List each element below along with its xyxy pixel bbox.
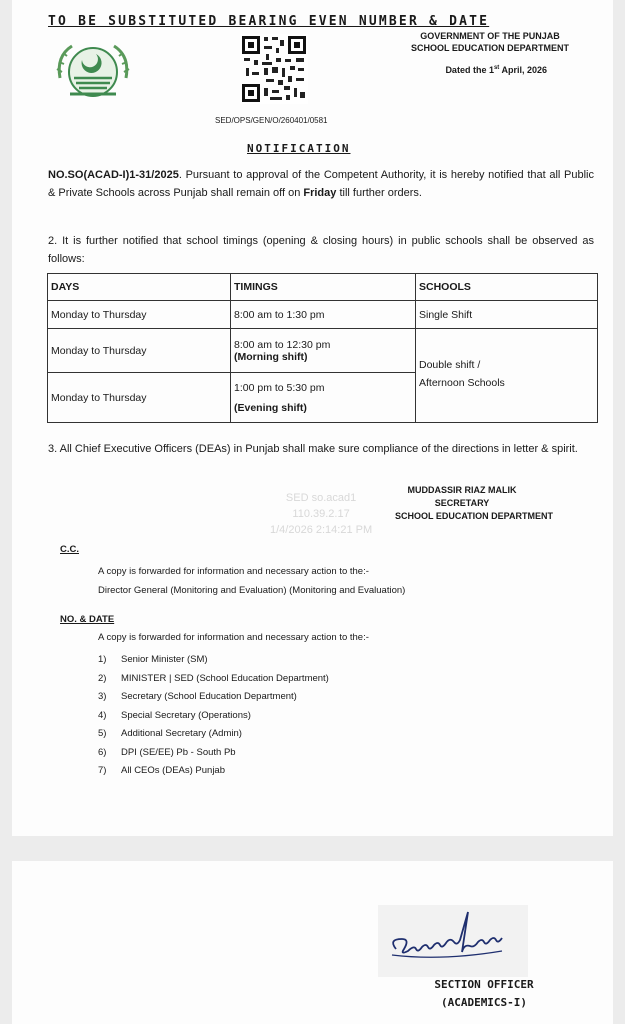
dated-sup: st <box>493 65 500 71</box>
notification-page <box>12 0 613 836</box>
cc-body <box>98 562 405 600</box>
paragraph-3: 3. All Chief Executive Officers (DEAs) in Punjab shall make sure compliance of the directions in letter & spirit. <box>48 443 578 455</box>
row2-days: Monday to Thursday <box>48 329 231 373</box>
watermark-line1: SED so.acad1 <box>285 492 357 504</box>
row3-school: Afternoon Schools <box>416 373 598 423</box>
row3-shift: (Evening shift) <box>234 401 307 414</box>
dated-prefix: Dated the 1 <box>445 65 494 75</box>
header-timings: TIMINGS <box>231 274 416 301</box>
section-officer-block <box>404 976 564 1012</box>
list-item: 6) DPI (SE/EE) Pb - South Pb <box>98 746 236 758</box>
row2-timing-cell <box>231 329 416 373</box>
secretary-signatory <box>342 484 582 523</box>
govt-line2: SCHOOL EDUCATION DEPARTMENT <box>410 43 569 53</box>
p1-text-b: till further orders. <box>336 187 422 199</box>
row2-school: Double shift / <box>416 329 598 373</box>
list-item: 3) Secretary (School Education Department) <box>98 691 297 702</box>
list-item: 2) MINISTER | SED (School Education Department) <box>98 672 329 684</box>
table-row <box>48 373 598 423</box>
so-line2: (ACADEMICS-I) <box>440 996 528 1009</box>
row3-timing: 1:00 pm to 5:30 pm <box>234 381 325 394</box>
no-date-label: NO. & DATE <box>60 614 115 625</box>
signatory-title: SECRETARY <box>434 498 490 508</box>
watermark-line3: 1/4/2026 2:14:21 PM <box>270 524 373 536</box>
so-line1: SECTION OFFICER <box>434 978 534 991</box>
p1-text-a: . Pursuant to approval of the Competent Authority, it is hereby notified that all Public & Private Schools across Punjab shall remain off on <box>48 169 594 199</box>
row3-days: Monday to Thursday <box>48 373 231 423</box>
table-row <box>48 329 598 373</box>
notification-title: NOTIFICATION <box>247 142 351 155</box>
paragraph-2: 2. It is further notified that school timings (opening & closing hours) in public schools shall be observed as follows: <box>48 235 594 265</box>
government-header <box>411 30 569 54</box>
qr-code-icon <box>240 34 308 104</box>
friday-text: Friday <box>303 187 337 199</box>
reference-number: SED/OPS/GEN/O/260401/0581 <box>215 116 328 125</box>
dated-line <box>445 65 547 75</box>
distribution-list <box>98 651 329 781</box>
notification-ref: NO.SO(ACAD-I)1-31/2025 <box>48 169 179 181</box>
cc-line1: A copy is forwarded for information and necessary action to the:- <box>98 566 369 577</box>
substitution-heading: TO BE SUBSTITUTED BEARING EVEN NUMBER & DATE <box>48 14 490 29</box>
table-header-row <box>48 274 598 301</box>
row2-timing: 8:00 am to 12:30 pm <box>234 338 331 351</box>
no-date-intro: A copy is forwarded for information and necessary action to the:- <box>98 632 369 643</box>
watermark-line2: 110.39.2.17 <box>292 508 350 520</box>
list-item: 4) Special Secretary (Operations) <box>98 709 251 721</box>
school-timings-table <box>47 273 598 423</box>
cc-line2: Director General (Monitoring and Evaluation) (Monitoring and Evaluation) <box>98 585 406 596</box>
row2-shift: (Morning shift) <box>234 350 308 363</box>
handwritten-signature-icon <box>378 905 528 977</box>
table-row <box>48 301 598 329</box>
signature-page <box>12 861 613 1024</box>
header-days: DAYS <box>48 274 231 301</box>
row1-timing: 8:00 am to 1:30 pm <box>231 301 416 329</box>
list-item: 1) Senior Minister (SM) <box>98 654 208 665</box>
row1-school: Single Shift <box>416 301 598 329</box>
punjab-emblem-icon <box>52 36 134 102</box>
list-item: 5) Additional Secretary (Admin) <box>98 728 242 739</box>
cc-label: C.C. <box>60 544 79 555</box>
row3-timing-cell <box>231 373 416 423</box>
signatory-name: MUDDASSIR RIAZ MALIK <box>407 485 517 495</box>
signatory-dept: SCHOOL EDUCATION DEPARTMENT <box>394 511 553 521</box>
row1-days: Monday to Thursday <box>48 301 231 329</box>
govt-line1: GOVERNMENT OF THE PUNJAB <box>420 31 560 41</box>
dated-suffix: April, 2026 <box>499 65 547 75</box>
list-item: 7) All CEOs (DEAs) Punjab <box>98 765 226 776</box>
paragraph-1 <box>48 166 594 202</box>
header-schools: SCHOOLS <box>416 274 598 301</box>
